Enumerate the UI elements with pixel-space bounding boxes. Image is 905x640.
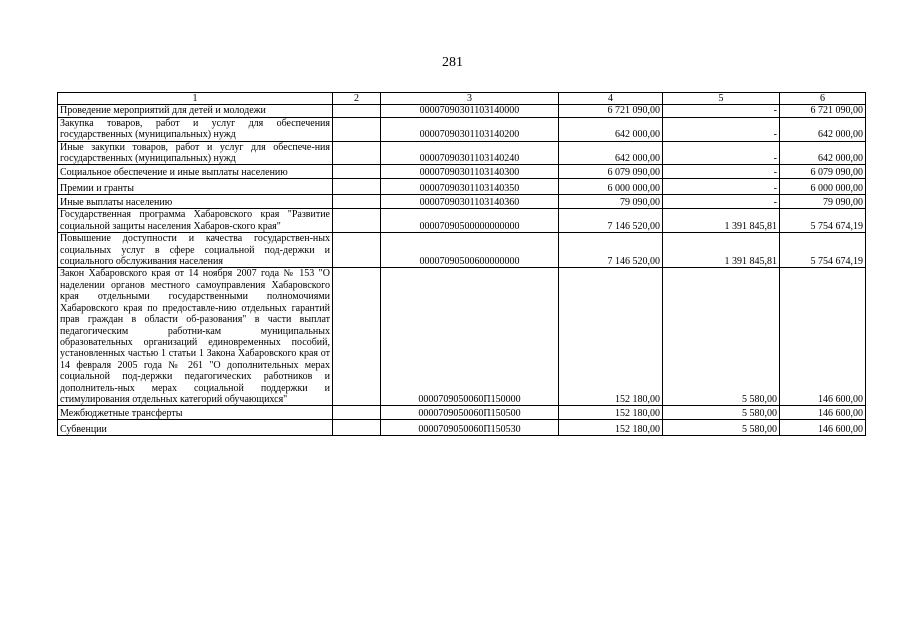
column-header: 3 — [381, 93, 559, 105]
row-name: Государственная программа Хабаровского края "Развитие социальной защиты населения Хабаров-ского края" — [58, 209, 333, 233]
row-value-6: 146 600,00 — [780, 420, 866, 436]
row-code: 00007090301103140350 — [381, 179, 559, 195]
row-col2 — [333, 420, 381, 436]
row-code: 0000709050060П150000 — [381, 268, 559, 406]
table-row — [58, 209, 866, 233]
row-value-5: - — [663, 165, 780, 179]
row-col2 — [333, 117, 381, 141]
row-value-4: 642 000,00 — [559, 117, 663, 141]
row-value-6: 6 721 090,00 — [780, 105, 866, 117]
row-code: 00007090301103140000 — [381, 105, 559, 117]
row-name: Иные закупки товаров, работ и услуг для обеспече-ния государственных (муниципальных) нужд — [58, 141, 333, 165]
row-value-6: 5 754 674,19 — [780, 209, 866, 233]
row-value-4: 152 180,00 — [559, 268, 663, 406]
row-value-6: 642 000,00 — [780, 141, 866, 165]
page-number: 281 — [442, 55, 463, 70]
row-col2 — [333, 209, 381, 233]
row-value-6: 146 600,00 — [780, 406, 866, 420]
table-row — [58, 179, 866, 195]
row-name: Закупка товаров, работ и услуг для обеспечения государственных (муниципальных) нужд — [58, 117, 333, 141]
row-value-4: 642 000,00 — [559, 141, 663, 165]
row-value-5: 5 580,00 — [663, 406, 780, 420]
table-row — [58, 141, 866, 165]
row-value-5: - — [663, 105, 780, 117]
table-row — [58, 165, 866, 179]
row-col2 — [333, 233, 381, 268]
row-code: 00007090500600000000 — [381, 233, 559, 268]
row-name: Межбюджетные трансферты — [58, 406, 333, 420]
row-value-6: 5 754 674,19 — [780, 233, 866, 268]
row-name: Повышение доступности и качества государствен-ных социальных услуг в сфере социальной под-держки и социального обслуживания населения — [58, 233, 333, 268]
row-col2 — [333, 179, 381, 195]
table-row — [58, 195, 866, 209]
row-name: Проведение мероприятий для детей и молодежи — [58, 105, 333, 117]
row-value-4: 152 180,00 — [559, 420, 663, 436]
row-name: Социальное обеспечение и иные выплаты населению — [58, 165, 333, 179]
table-row — [58, 268, 866, 406]
row-value-4: 6 079 090,00 — [559, 165, 663, 179]
column-header: 2 — [333, 93, 381, 105]
table-row — [58, 105, 866, 117]
row-value-4: 6 721 090,00 — [559, 105, 663, 117]
column-header: 5 — [663, 93, 780, 105]
row-value-5: - — [663, 195, 780, 209]
row-col2 — [333, 195, 381, 209]
column-header: 1 — [58, 93, 333, 105]
row-col2 — [333, 406, 381, 420]
row-name: Субвенции — [58, 420, 333, 436]
row-value-5: 1 391 845,81 — [663, 233, 780, 268]
row-code: 0000709050060П150500 — [381, 406, 559, 420]
row-name: Премии и гранты — [58, 179, 333, 195]
table-row — [58, 406, 866, 420]
row-value-6: 146 600,00 — [780, 268, 866, 406]
table-row — [58, 233, 866, 268]
row-value-5: - — [663, 179, 780, 195]
row-value-4: 7 146 520,00 — [559, 233, 663, 268]
row-code: 00007090500000000000 — [381, 209, 559, 233]
row-code: 00007090301103140240 — [381, 141, 559, 165]
row-value-6: 642 000,00 — [780, 117, 866, 141]
row-value-5: - — [663, 141, 780, 165]
row-col2 — [333, 105, 381, 117]
row-value-4: 79 090,00 — [559, 195, 663, 209]
row-value-4: 152 180,00 — [559, 406, 663, 420]
table-row — [58, 117, 866, 141]
row-code: 0000709050060П150530 — [381, 420, 559, 436]
budget-table — [57, 92, 866, 436]
row-value-5: 1 391 845,81 — [663, 209, 780, 233]
row-name: Иные выплаты населению — [58, 195, 333, 209]
row-value-6: 6 000 000,00 — [780, 179, 866, 195]
row-value-5: 5 580,00 — [663, 420, 780, 436]
row-value-5: 5 580,00 — [663, 268, 780, 406]
row-code: 00007090301103140360 — [381, 195, 559, 209]
row-col2 — [333, 141, 381, 165]
column-header: 6 — [780, 93, 866, 105]
header-row — [58, 93, 866, 105]
row-value-5: - — [663, 117, 780, 141]
row-col2 — [333, 165, 381, 179]
column-header: 4 — [559, 93, 663, 105]
row-value-6: 6 079 090,00 — [780, 165, 866, 179]
row-code: 00007090301103140200 — [381, 117, 559, 141]
table-row — [58, 420, 866, 436]
row-code: 00007090301103140300 — [381, 165, 559, 179]
row-name: Закон Хабаровского края от 14 ноября 2007 года № 153 "О наделении органов местного самоуправления Хабаровского края отдельными государственными полномочиями Хабаровского края по предоставле-нию отдельных гарантий прав граждан в области об-разования" в части выплат педагогическим работни-кам муниципальных образовательных организаций единовременных пособий, установленных частью 1 статьи 1 Закона Хабаровского края от 14 февраля 2005 года № 261 "О дополнительных мерах социальной под-держки педагогических работников и дополнитель-ных мерах социальной поддержки и стимулирования отдельных категорий обучающихся" — [58, 268, 333, 406]
row-value-4: 7 146 520,00 — [559, 209, 663, 233]
row-col2 — [333, 268, 381, 406]
row-value-6: 79 090,00 — [780, 195, 866, 209]
row-value-4: 6 000 000,00 — [559, 179, 663, 195]
